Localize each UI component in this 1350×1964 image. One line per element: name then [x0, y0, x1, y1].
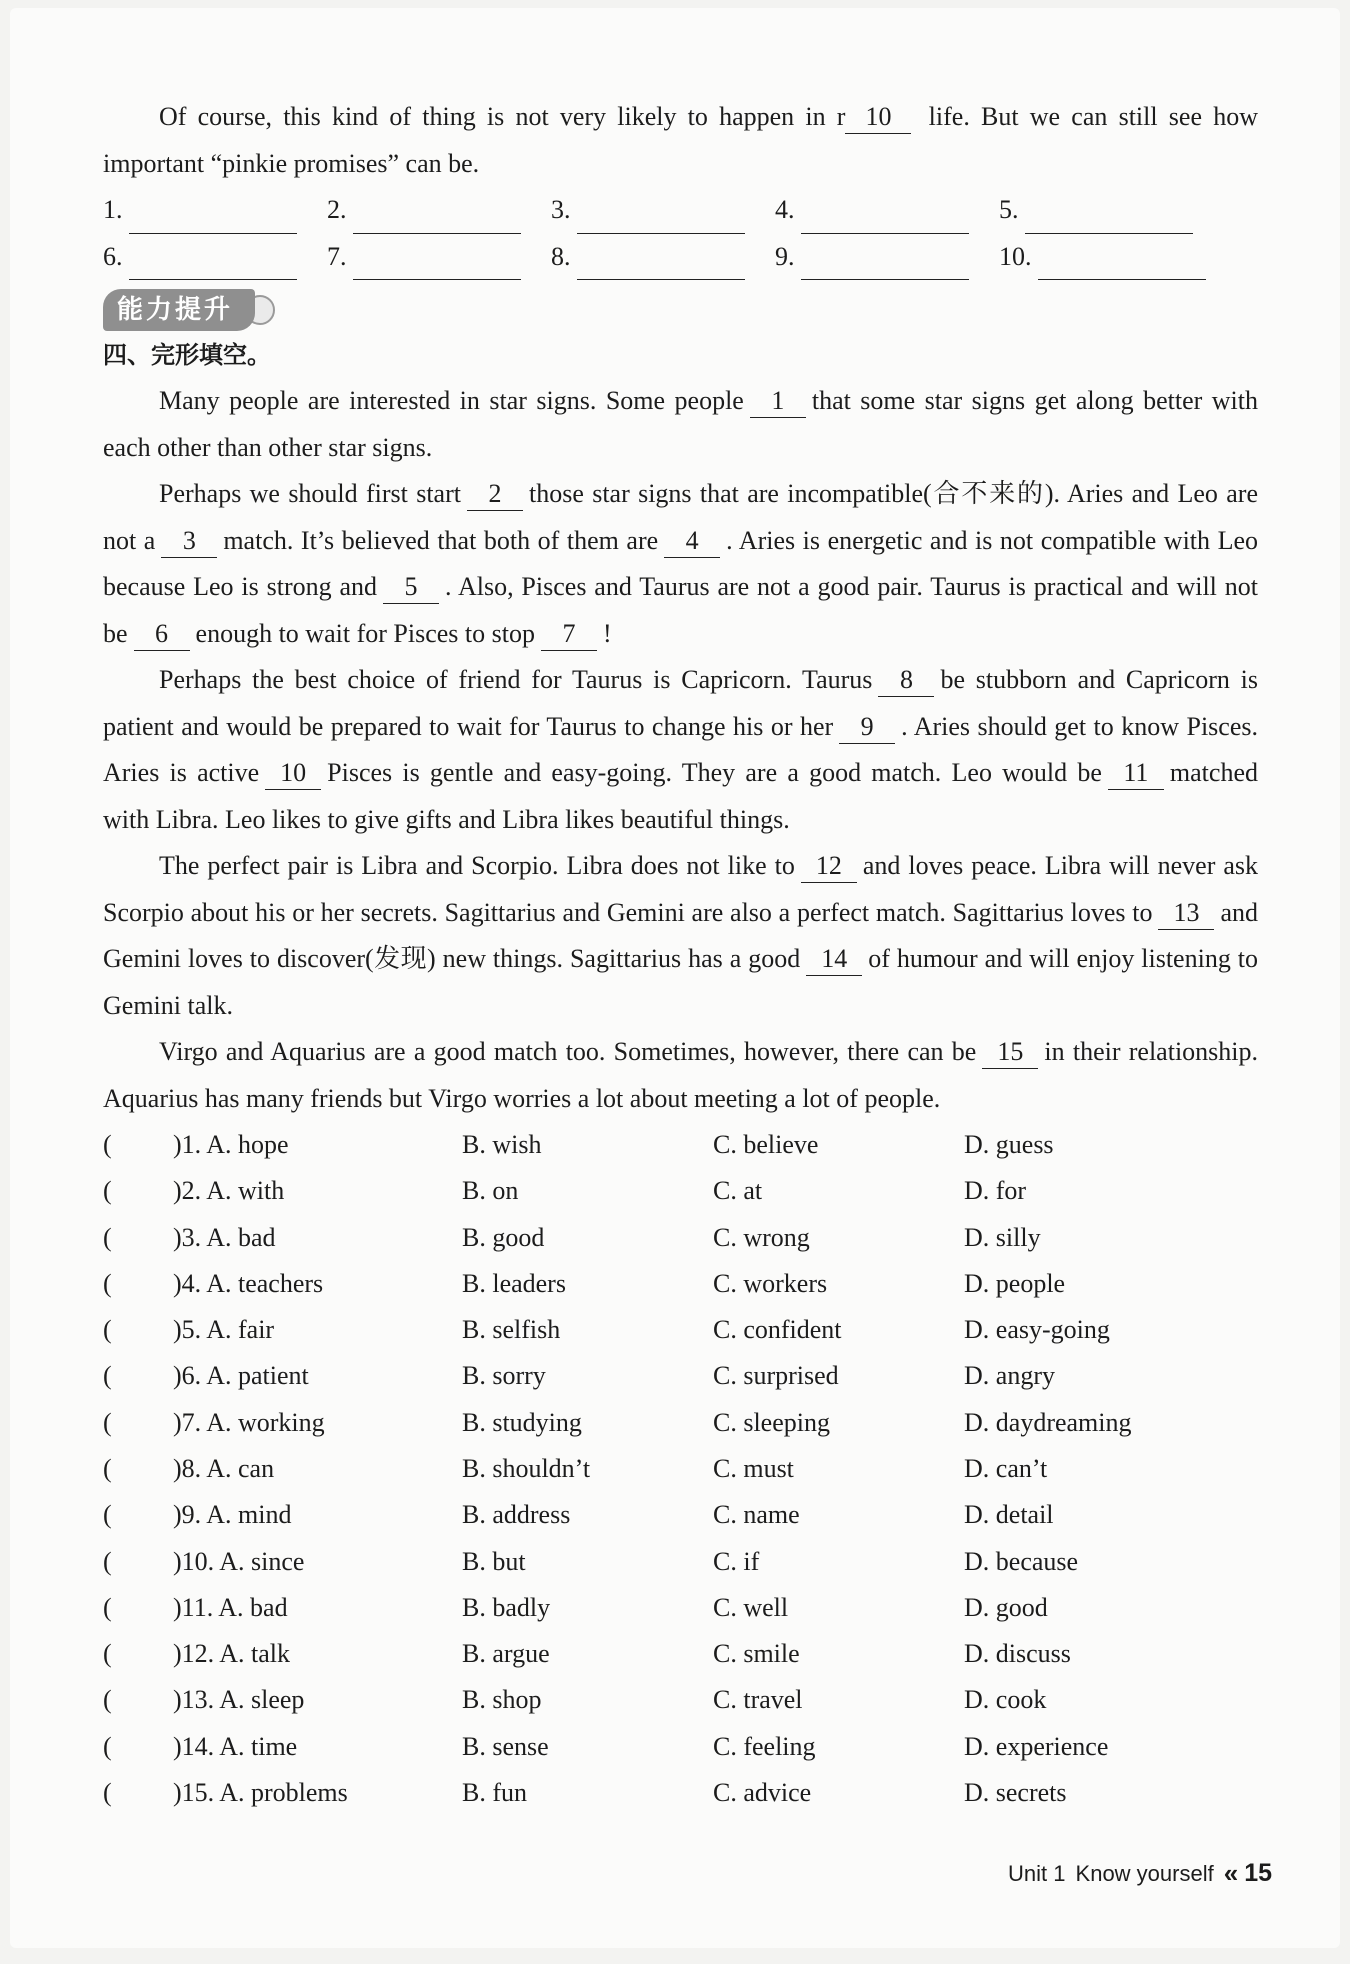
option-d[interactable]: D. angry [964, 1361, 1055, 1391]
passage-paragraph-3 [103, 657, 1258, 843]
passage-text: Pisces is gentle and easy-going. They are a good match. Leo would be [327, 758, 1102, 787]
passage-text: match. It’s believed that both of them are [223, 525, 659, 555]
passage-text: Virgo and Aquarius are a good match too. Sometimes, however, there can be [159, 1037, 977, 1066]
answer-line[interactable] [577, 249, 745, 280]
answer-slot [551, 187, 775, 234]
option-c[interactable]: C. wrong [713, 1222, 810, 1252]
option-a[interactable]: )9. A. mind [173, 1500, 292, 1530]
answer-lines [103, 187, 1258, 280]
option-c[interactable]: C. travel [713, 1685, 803, 1715]
option-a[interactable]: )10. A. since [173, 1546, 305, 1576]
option-b[interactable]: B. fun [462, 1778, 527, 1808]
option-d[interactable]: D. silly [964, 1222, 1041, 1252]
blank-1[interactable]: 1 [750, 385, 806, 418]
passage-text: and loves peace. Libra will never ask Scorpio about his or her secrets. Sagittarius and Gemini are also a perfect match. Sagittarius loves to [103, 851, 1259, 927]
answer-number: 9. [775, 241, 795, 271]
passage-text: matched with Libra. Leo likes to give gifts and Libra likes beautiful things. [103, 758, 1258, 834]
answer-line[interactable] [577, 203, 745, 234]
blank-12[interactable]: 12 [801, 850, 857, 883]
option-a[interactable]: )4. A. teachers [173, 1268, 324, 1298]
answer-bracket[interactable]: ( [103, 1315, 112, 1345]
blank-3[interactable]: 3 [161, 525, 217, 558]
option-a[interactable]: )6. A. patient [173, 1361, 309, 1391]
option-b[interactable]: B. but [462, 1546, 526, 1576]
passage-text: Perhaps the best choice of friend for Taurus is Capricorn. Taurus [159, 665, 873, 694]
page-content [103, 94, 1258, 1816]
blank-15[interactable]: 15 [982, 1036, 1038, 1069]
answer-bracket[interactable]: ( [103, 1500, 112, 1530]
answer-number: 3. [551, 195, 571, 224]
option-b[interactable]: B. shop [462, 1685, 542, 1715]
answer-bracket[interactable]: ( [103, 1546, 112, 1576]
option-c[interactable]: C. surprised [713, 1361, 839, 1391]
option-a[interactable]: )12. A. talk [173, 1639, 290, 1669]
option-b[interactable]: B. sense [462, 1731, 549, 1761]
options-list [103, 1122, 1258, 1816]
answer-line[interactable] [353, 203, 521, 234]
option-row [103, 1168, 1258, 1214]
answer-slot [999, 187, 1223, 234]
option-d[interactable]: D. can’t [964, 1453, 1048, 1483]
option-d[interactable]: D. easy-going [964, 1315, 1110, 1345]
section-heading [103, 288, 1258, 332]
answer-slot [103, 187, 327, 234]
option-b[interactable]: B. on [462, 1176, 519, 1206]
blank-6[interactable]: 6 [134, 618, 190, 651]
option-c[interactable]: C. name [713, 1500, 800, 1530]
option-b[interactable]: B. wish [462, 1129, 542, 1159]
answer-slot [999, 234, 1223, 281]
option-a[interactable]: )5. A. fair [173, 1315, 275, 1345]
option-c[interactable]: C. feeling [713, 1731, 816, 1761]
passage-paragraph-5 [103, 1029, 1258, 1122]
option-a[interactable]: )11. A. bad [173, 1592, 288, 1622]
option-b[interactable]: B. sorry [462, 1361, 546, 1391]
answer-bracket[interactable]: ( [103, 1778, 112, 1808]
passage-text: that some star signs get along better with each other than other star signs. [103, 386, 1258, 462]
passage-text: and Gemini loves to discover(发现) new things. Sagittarius has a good [103, 897, 1258, 973]
option-a[interactable]: )13. A. sleep [173, 1685, 305, 1715]
option-b[interactable]: B. good [462, 1222, 545, 1252]
answer-line[interactable] [129, 249, 297, 280]
answer-number: 2. [327, 195, 347, 224]
double-chevron-icon: « [1223, 1858, 1235, 1888]
option-c[interactable]: C. smile [713, 1639, 800, 1669]
option-b[interactable]: B. studying [462, 1407, 582, 1437]
passage-text: The perfect pair is Libra and Scorpio. Libra does not like to [159, 851, 795, 880]
blank-8[interactable]: 8 [878, 664, 934, 697]
answer-line[interactable] [801, 249, 969, 280]
answer-bracket[interactable]: ( [103, 1129, 112, 1159]
blank-13[interactable]: 13 [1158, 897, 1214, 930]
option-c[interactable]: C. sleeping [713, 1407, 830, 1437]
answer-bracket[interactable]: ( [103, 1222, 112, 1252]
answer-slot [103, 234, 327, 281]
option-a[interactable]: )14. A. time [173, 1731, 298, 1761]
passage-text: . Aries is energetic and is not compatible with Leo because Leo is strong and [103, 525, 1258, 601]
option-d[interactable]: D. good [964, 1592, 1048, 1622]
answer-bracket[interactable]: ( [103, 1731, 112, 1761]
answer-slot [775, 234, 999, 281]
option-b[interactable]: B. shouldn’t [462, 1453, 591, 1483]
option-d[interactable]: D. because [964, 1546, 1079, 1576]
ability-badge: 能力提升 [103, 289, 255, 331]
answer-bracket[interactable]: ( [103, 1268, 112, 1298]
option-c[interactable]: C. well [713, 1592, 789, 1622]
answer-bracket[interactable]: ( [103, 1685, 112, 1715]
answer-number: 10. [999, 241, 1032, 271]
option-d[interactable]: D. people [964, 1268, 1066, 1298]
answer-number: 6. [103, 241, 123, 271]
passage-paragraph-4 [103, 843, 1258, 1029]
option-b[interactable]: B. badly [462, 1592, 551, 1622]
answer-bracket[interactable]: ( [103, 1361, 112, 1391]
option-a[interactable]: )3. A. bad [173, 1222, 276, 1252]
blank-5[interactable]: 5 [383, 571, 439, 604]
option-row [103, 1122, 1258, 1168]
option-row [103, 1492, 1258, 1538]
answer-slot [327, 187, 551, 234]
option-d[interactable]: D. detail [964, 1500, 1054, 1530]
answer-line[interactable] [129, 203, 297, 234]
option-d[interactable]: D. for [964, 1176, 1027, 1206]
option-d[interactable]: D. secrets [964, 1778, 1067, 1808]
page-footer [1008, 1858, 1272, 1889]
option-row [103, 1631, 1258, 1677]
unit-title: Know yourself [1075, 1860, 1214, 1886]
option-b[interactable]: B. address [462, 1500, 571, 1530]
answer-line[interactable] [1038, 249, 1206, 280]
option-a[interactable]: )1. A. hope [173, 1129, 289, 1159]
option-d[interactable]: D. discuss [964, 1639, 1071, 1669]
option-row [103, 1400, 1258, 1446]
option-c[interactable]: C. must [713, 1453, 794, 1483]
option-row [103, 1353, 1258, 1399]
option-row [103, 1307, 1258, 1353]
option-c[interactable]: C. advice [713, 1778, 812, 1808]
passage-text: Many people are interested in star signs. Some people [159, 386, 744, 415]
option-row [103, 1261, 1258, 1307]
workbook-page [10, 8, 1340, 1948]
option-d[interactable]: D. guess [964, 1129, 1054, 1159]
question-title: 四、完形填空。 [103, 341, 271, 369]
option-b[interactable]: B. argue [462, 1639, 550, 1669]
passage-paragraph-2 [103, 471, 1258, 657]
answer-line[interactable] [1025, 203, 1193, 234]
answer-bracket[interactable]: ( [103, 1407, 112, 1437]
option-d[interactable]: D. daydreaming [964, 1407, 1132, 1437]
option-c[interactable]: C. workers [713, 1268, 828, 1298]
answer-number: 7. [327, 241, 347, 271]
answer-bracket[interactable]: ( [103, 1639, 112, 1669]
passage-text: enough to wait for Pisces to stop [195, 618, 535, 648]
option-c[interactable]: C. confident [713, 1315, 842, 1345]
option-a[interactable]: )15. A. problems [173, 1778, 348, 1808]
intro-paragraph: Of course, this kind of thing is not very likely to happen in r 10 life. But we can still see how important “pinkie promises” can be. [103, 102, 1258, 178]
option-d[interactable]: D. experience [964, 1731, 1109, 1761]
option-c[interactable]: C. if [713, 1546, 760, 1576]
passage-text: of humour and will enjoy listening to Gemini talk. [103, 944, 1258, 1020]
blank-10[interactable]: 10 [265, 757, 321, 790]
option-a[interactable]: )7. A. working [173, 1407, 325, 1437]
blank-11[interactable]: 11 [1108, 757, 1164, 790]
blank-9[interactable]: 9 [839, 711, 895, 744]
blank-14[interactable]: 14 [806, 943, 862, 976]
passage-text: Perhaps we should first start [159, 479, 461, 508]
blank-7[interactable]: 7 [541, 618, 597, 651]
answer-number: 4. [775, 195, 795, 224]
answer-bracket[interactable]: ( [103, 1592, 112, 1622]
option-row [103, 1585, 1258, 1631]
option-row [103, 1770, 1258, 1816]
answer-bracket[interactable]: ( [103, 1453, 112, 1483]
blank-4[interactable]: 4 [664, 525, 720, 558]
option-row [103, 1539, 1258, 1585]
answer-number: 5. [999, 195, 1019, 224]
answer-slot [775, 187, 999, 234]
answer-bracket[interactable]: ( [103, 1176, 112, 1206]
passage-text: in their relationship. Aquarius has many friends but Virgo worries a lot about meeting a lot of people. [103, 1037, 1259, 1113]
answer-number: 8. [551, 241, 571, 271]
option-c[interactable]: C. at [713, 1176, 763, 1206]
answer-slot [327, 234, 551, 281]
blank-2[interactable]: 2 [467, 478, 523, 511]
page-number: 15 [1244, 1859, 1272, 1887]
option-b[interactable]: B. leaders [462, 1268, 566, 1298]
passage-text: ! [602, 618, 612, 648]
answer-line[interactable] [801, 203, 969, 234]
option-b[interactable]: B. selfish [462, 1315, 561, 1345]
answer-line[interactable] [353, 249, 521, 280]
passage-text: be stubborn and Capricorn is patient and would be prepared to wait for Taurus to change his or her [103, 665, 1258, 741]
option-d[interactable]: D. cook [964, 1685, 1047, 1715]
passage-text: . Aries should get to know Pisces. Aries is active [103, 711, 1258, 787]
option-row [103, 1724, 1258, 1770]
answer-number: 1. [103, 195, 123, 224]
passage-paragraph-1 [103, 378, 1258, 471]
option-c[interactable]: C. believe [713, 1129, 819, 1159]
option-a[interactable]: )2. A. with [173, 1176, 285, 1206]
passage-text: those star signs that are incompatible(合不来的). Aries and Leo are not a [103, 479, 1258, 555]
option-a[interactable]: )8. A. can [173, 1453, 275, 1483]
option-row [103, 1446, 1258, 1492]
blank-10[interactable]: 10 [845, 101, 911, 134]
option-row [103, 1678, 1258, 1724]
option-row [103, 1215, 1258, 1261]
answer-slot [551, 234, 775, 281]
unit-label: Unit 1 [1008, 1860, 1066, 1886]
passage-text: . Also, Pisces and Taurus are not a good pair. Taurus is practical and will not be [103, 572, 1258, 648]
